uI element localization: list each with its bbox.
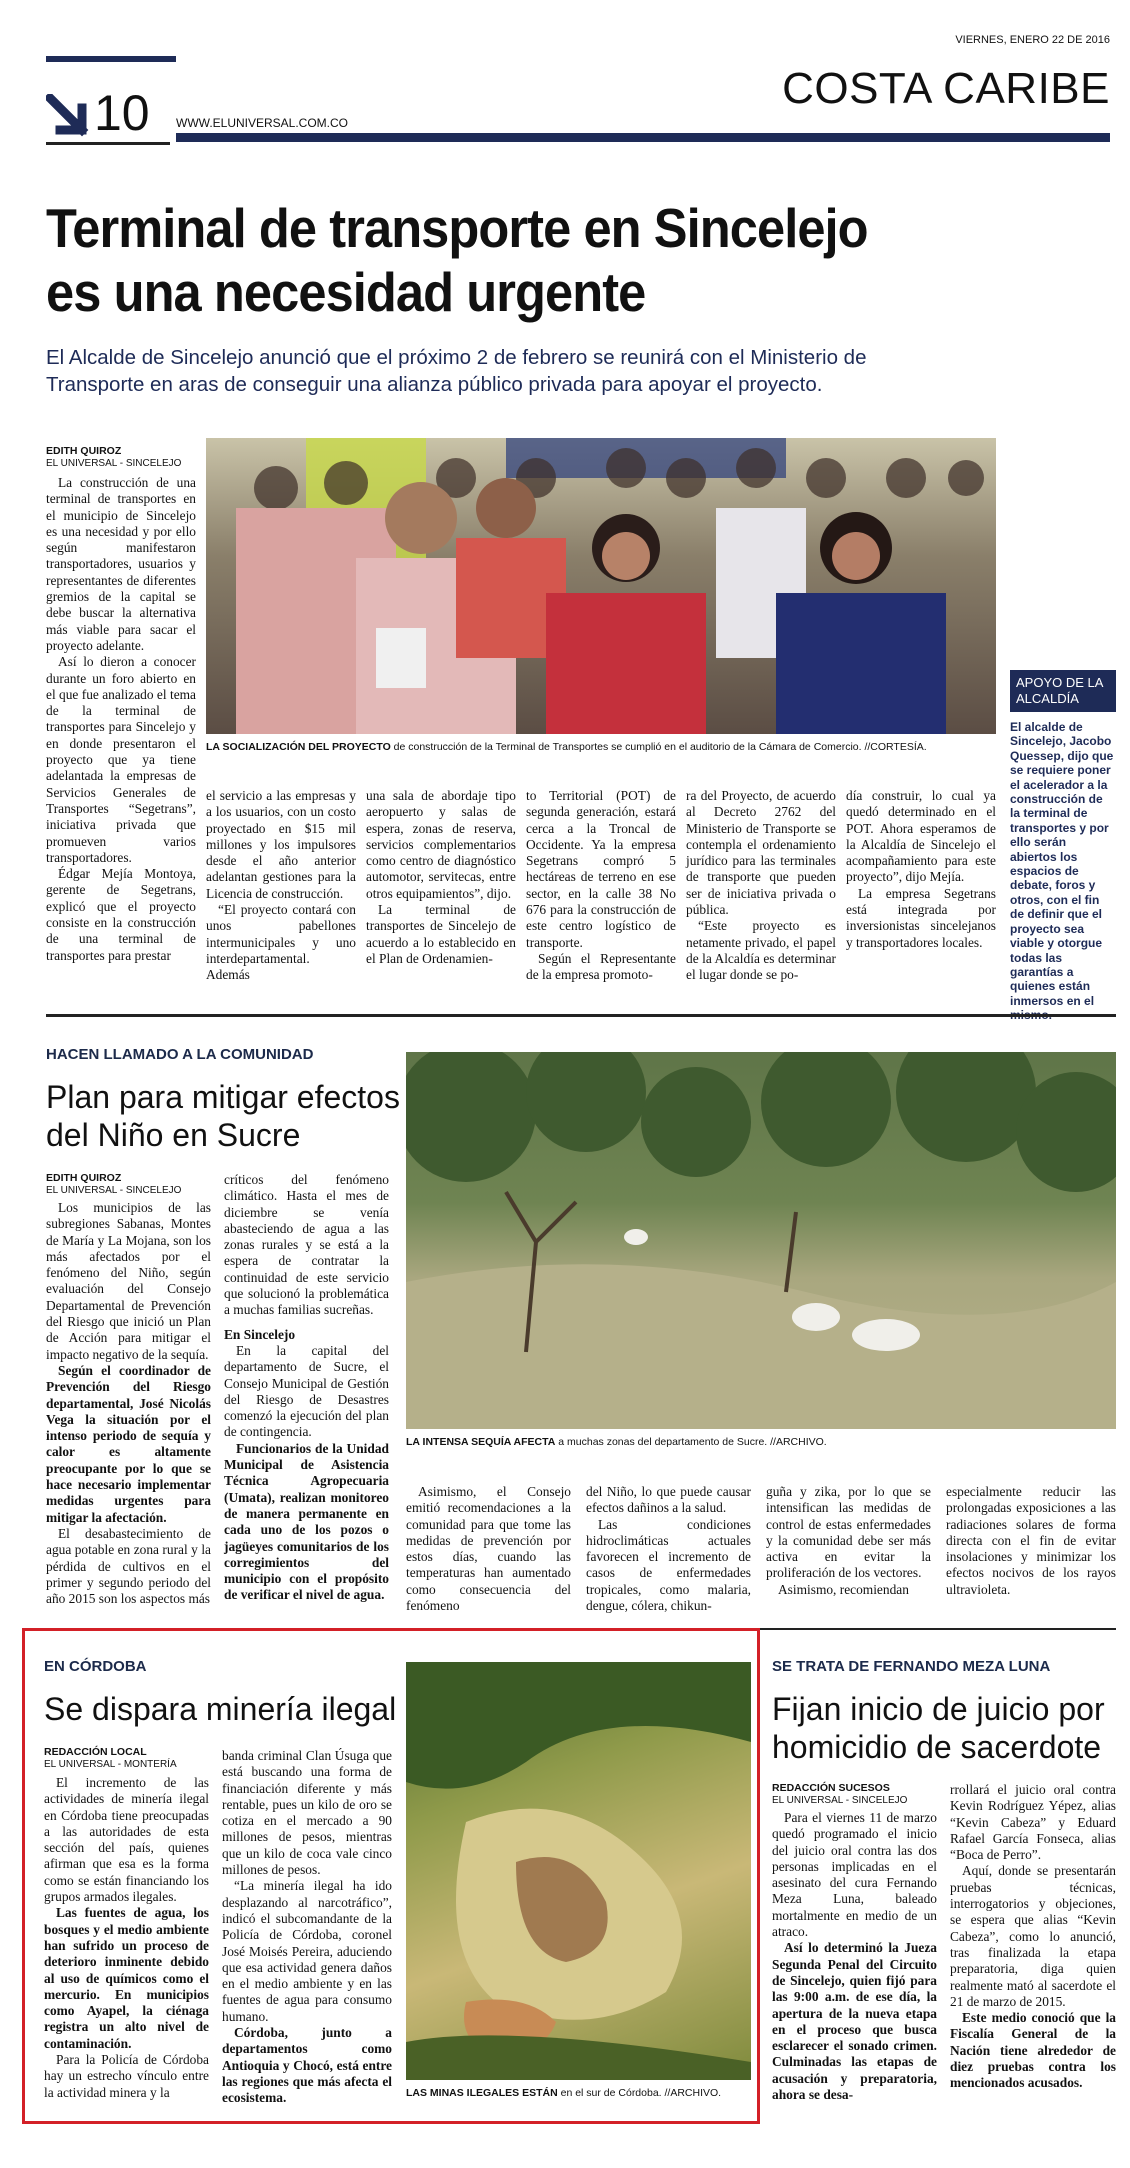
story1-col5: ra del Proyecto, de acuerdo al Decreto 2762 del Ministerio de Transporte se contempla el ordenamiento jurídico para las terminales de transporte que pueden ser de iniciativa privada o pública. “Este proyecto es netamente privado, el papel de la Alcaldía es determinar el lugar donde se po-: [686, 788, 836, 983]
page-number-underline: [46, 142, 170, 145]
sidebar-title-box: APOYO DE LA ALCALDÍA: [1010, 670, 1116, 712]
photo-auditorium: [206, 438, 996, 734]
story1-col3: una sala de abordaje tipo aeropuerto y salas de espera, zonas de reserva, servicios complementarios como centro de diagnóstico automotor, servitecas, entre otros equipamientos”, dijo. La terminal de transportes de Sincelejo de acuerdo a lo establecido en el Plan de Ordenamien-: [366, 788, 516, 966]
story4-col2: rrollará el juicio oral contra Kevin Rodríguez Yépez, alias “Kevin Cabeza” y Eduard Rafael García Fonseca, alias “Boca de Perro”. Aquí, donde se presentarán pruebas técnicas, interrogatorios y objeciones, se espera que alias “Kevin Cabeza”, como lo anunció, tras finalizada la etapa preparatoria, diga quien realmente mató al sacerdote el 21 de marzo de 2015. Este medio conoció que la Fiscalía General de la Nación tiene alrededor de diez pruebas contra los mencionados acusados.: [950, 1782, 1116, 2091]
caption-story1: LA SOCIALIZACIÓN DEL PROYECTO de construcción de la Terminal de Transportes se cumplió en el auditorio de la Cámara de Comercio. //CORTESÍA.: [206, 741, 927, 753]
story3-col1: El incremento de las actividades de minería ilegal en Córdoba tiene preocupadas a las autoridades de esta sección del país, quienes afirman que esa es la forma como se están financiando los grupos armados ilegales. Las fuentes de agua, los bosques y el medio ambiente han sufrido un proceso de deterioro inminente debido al uso de químicos como el mercurio. En municipios como Ayapel, la ciénaga registra un alto nivel de contaminación. Para la Policía de Córdoba hay un estrecho vínculo entre la actividad minera y la: [44, 1775, 209, 2100]
headline-story3: Se dispara minería ilegal: [44, 1691, 397, 1727]
story2-col4: del Niño, lo que puede causar efectos dañinos a la salud. Las condiciones hidroclimáticas actuales favorecen el incremento de casos de enfermedades tropicales, como malaria, dengue, cólera, chikun-: [586, 1484, 751, 1614]
story1-col1: La construcción de una terminal de transportes en el municipio de Sincelejo es una necesidad y por ello según manifestaron transportadores, usuarios y representantes de diferentes gremios de la capital se debe buscar la alternativa más viable para sacar el proyecto adelante. Así lo dieron a conocer durante un foro abierto en el que fue analizado el tema de la terminal de transportes para Sincelejo y en donde presentaron el proyecto que ya tiene adelantada la empresas de Servicios Generales de Transportes “Segetrans”, iniciativa privada que promueven varios transportadores. Édgar Mejía Montoya, gerente de Segetrans, explicó que el proyecto consiste en la construcción de una terminal de transportes para prestar: [46, 475, 196, 963]
sidebar-text: El alcalde de Sincelejo, Jacobo Quessep, dijo que se requiere poner el acelerador a la construcción de la terminal de transportes y por ello serán abiertos los espacios de debate, foros y otros, con el fin de definir que el proyecto sea viable y otorgue todas las garantías a quienes están inmersos en el: [1010, 720, 1114, 1008]
story2-col1: Los municipios de las subregiones Sabanas, Montes de María y La Mojana, son los más afectados por el fenómeno del Niño, según evaluación del Consejo Departamental de Prevención del Riesgo que inició un Plan de Acción para mitigar el impacto negativo de la sequía. Según el coordinador de Prevención del Riesgo departamental, José Nicolás Vega la situación por el intenso periodo de sequía y calor es altamente preocupante por lo que se hace necesario implementar medidas urgentes para mitigar la afectación. El desabastecimiento de agua potable en zona rural y la pérdida de cultivos en el primer y segundo periodo del año 2015 son los aspectos más: [46, 1200, 211, 1607]
caption-story3: LAS MINAS ILEGALES ESTÁN en el sur de Córdoba. //ARCHIVO.: [406, 2087, 722, 2099]
byline-story1: EDITH QUIROZ EL UNIVERSAL - SINCELEJO: [46, 445, 182, 469]
kicker-story4: SE TRATA DE FERNANDO MEZA LUNA: [772, 1658, 1051, 1675]
story4-col1: Para el viernes 11 de marzo quedó programado el inicio del juicio oral contra las dos personas implicadas en el asesinato del cura Fernando Meza Luna, baleado mortalmente en medio de un atraco. Así lo determinó la Jueza Segunda Penal del Circuito de Sincelejo, quien fijó para las 9:00 a.m. de ese día, la apertura de la nueva etapa en el proceso que busca esclarecer el sonado crimen. Culminadas las etapas de acusación y preparatoria, ahora se desa-: [772, 1810, 937, 2103]
story2-col3: Asimismo, el Consejo emitió recomendaciones a la comunidad para que tome las medidas de prevención por estos días, cuando las temperaturas han aumentado como consecuencia del fenómeno: [406, 1484, 571, 1614]
story2-col5: guña y zika, por lo que se intensifican las medidas de control de estas enfermedades y la comunidad debe ser más activa en evitar la proliferación de los vectores. Asimismo, recomiendan: [766, 1484, 931, 1597]
byline-story4: REDACCIÓN SUCESOS EL UNIVERSAL - SINCELEJO: [772, 1782, 908, 1806]
caption-story2: LA INTENSA SEQUÍA AFECTA a muchas zonas del departamento de Sucre. //ARCHIVO.: [406, 1436, 827, 1448]
byline-story3: REDACCIÓN LOCAL EL UNIVERSAL - MONTERÍA: [44, 1746, 177, 1770]
headline-story1: Terminal de transporte en Sincelejo es una necesidad urgente: [46, 197, 868, 323]
story2-col6: especialmente reducir las prolongadas exposiciones a las radiaciones solares de forma directa con el fin de evitar insolaciones y minimizar los efectos nocivos de los rayos ultravioleta.: [946, 1484, 1116, 1597]
header-rule: [176, 133, 1110, 142]
section-name: COSTA CARIBE: [782, 64, 1110, 113]
section-divider-1: [46, 1014, 1116, 1017]
headline-story2: Plan para mitigar efectos del Niño en Sucre: [46, 1079, 400, 1153]
page-number: 10: [94, 85, 150, 141]
section-arrow-icon: [46, 94, 90, 138]
byline-story2: EDITH QUIROZ EL UNIVERSAL - SINCELEJO: [46, 1172, 182, 1196]
story1-col4: to Territorial (POT) de segunda generación, estará cerca a la Troncal de Occidente. Ya la empresa Segetrans compró 5 hectáreas de terreno en ese sector, en la calle 38 No 676 para la construcción de este centro logístico de transporte. Según el Representante de la empresa promoto-: [526, 788, 676, 983]
header-top-bar: [46, 56, 176, 62]
photo-drought: [406, 1052, 1116, 1429]
photo-mining: [406, 1662, 751, 2080]
story3-col2: banda criminal Clan Úsuga que está buscando una forma de financiación diferente y más rentable, pues un kilo de oro se cotiza en el mercado a 90 millones de pesos, mientras que un kilo de coca vale cinco millones de pesos. “La minería ilegal ha ido desplazando al narcotráfico”, indicó el subcomandante de la Policía de Córdoba, coronel José Moisés Pereira, aduciendo que esa actividad genera daños en el medio ambiente y en las fuentes de agua para consumo humano. Córdoba, junto a departamentos como Antioquia y Chocó, está entre las regiones que más afecta el ecosistema.: [222, 1748, 392, 2106]
headline-story4: Fijan inicio de juicio por homicidio de sacerdote: [772, 1691, 1105, 1765]
story1-col6: día construir, lo cual ya quedó determinado en el POT. Ahora esperamos de la Alcaldía de Sincelejo el acompañamiento para este proyecto”, dijo Mejía. La empresa Segetrans está integrada por inversionistas sincelejanos y transportadores locales.: [846, 788, 996, 950]
story2-col2: críticos del fenómeno climático. Hasta el mes de diciembre se venía abasteciendo de agua a las zonas rurales y se está a la espera de contratar la continuidad de este servicio que solucionó la problemática a muchas familias sucreñas. En Sincelejo En la capital del departamento de Sucre, el Consejo Municipal de Gestión del Riesgo de Desastres comenzó la ejecución del plan de contingencia. Funcionarios de la Unidad Municipal de Asistencia Técnica Agropecuaria (Umata), realizan monitoreo de manera permanente en cada uno de los pozos o jagüeyes comunitarios de los corregimientos del municipio con el propósito de verificar el nivel de agua.: [224, 1172, 389, 1603]
deck-story1: El Alcalde de Sincelejo anunció que el próximo 2 de febrero se reunirá con el Ministerio de Transporte en aras de conseguir una alianza público privada para apoyar el proyecto.: [46, 346, 867, 396]
header-date: VIERNES, ENERO 22 DE 2016: [955, 34, 1110, 46]
kicker-story3: EN CÓRDOBA: [44, 1658, 147, 1675]
story1-col2: el servicio a las empresas y a los usuarios, con un costo proyectado en $15 mil millones y los impulsores desde el año anterior adelantan gestiones para la Licencia de construcción. “El proyecto contará con unos pabellones intermunicipales y uno interdepartamental. Además: [206, 788, 356, 983]
header-website: WWW.ELUNIVERSAL.COM.CO: [176, 116, 349, 130]
kicker-story2: HACEN LLAMADO A LA COMUNIDAD: [46, 1046, 314, 1063]
